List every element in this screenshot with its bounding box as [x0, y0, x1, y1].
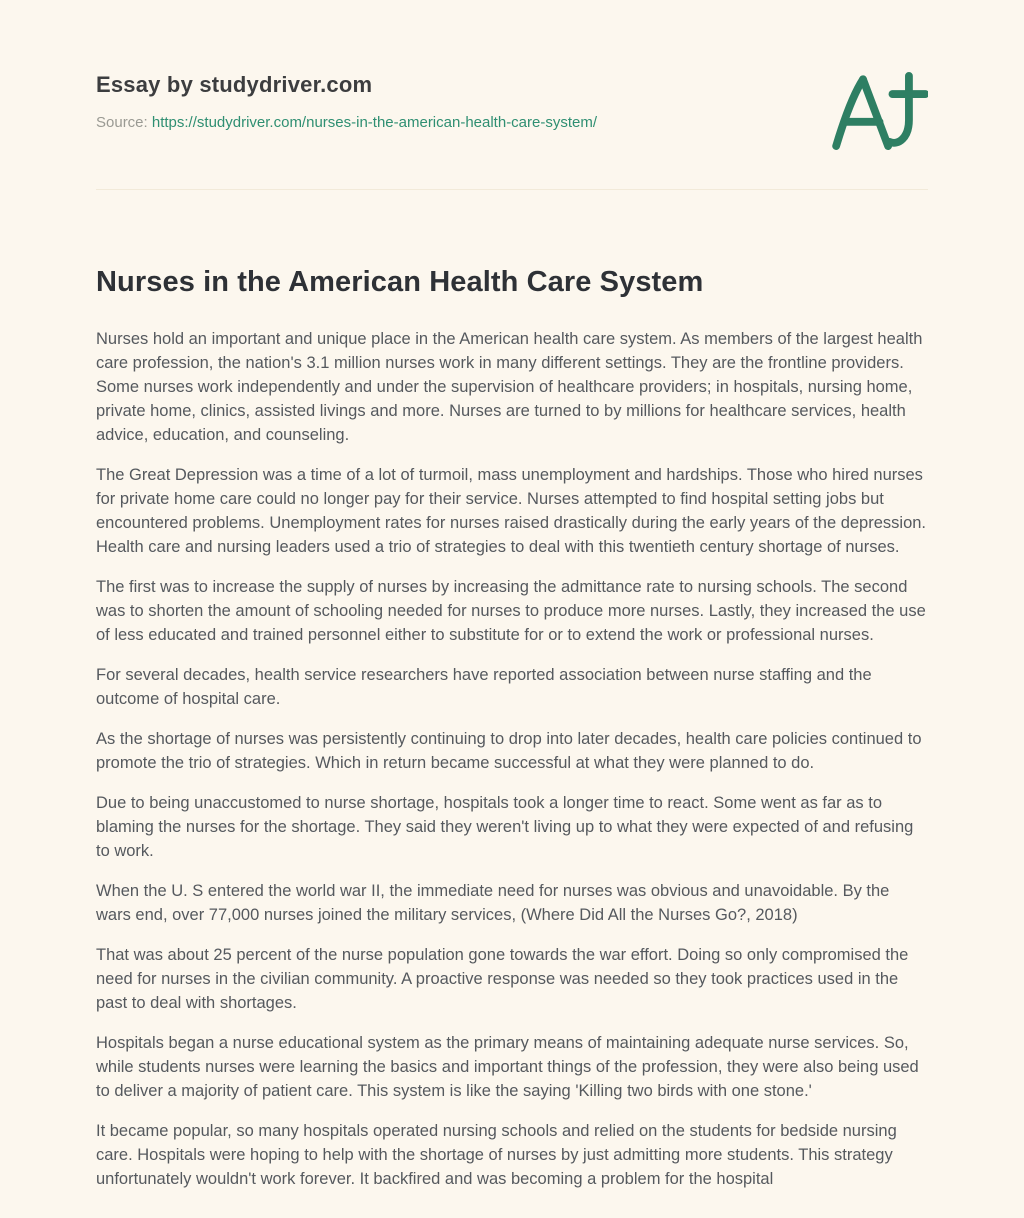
- source-link[interactable]: https://studydriver.com/nurses-in-the-american-health-care-system/: [151, 114, 598, 131]
- a-plus-logo-icon: [824, 68, 928, 160]
- essay-paragraph: As the shortage of nurses was persistently continuing to drop into later decades, health care policies continued to promote the trio of strategies. Which in return became successful at what they were planned to do.: [96, 730, 922, 772]
- essay-paragraph: Due to being unaccustomed to nurse shortage, hospitals took a longer time to react. Some went as far as to blaming the nurses for the shortage. They said they weren't living up to what they were expected of and refusing to work.: [96, 794, 914, 860]
- brand-title: Essay by studydriver.com: [96, 72, 373, 97]
- source-line: [96, 114, 597, 131]
- essay-paragraph: Hospitals began a nurse educational system as the primary means of maintaining adequate nurse services. So, while students nurses were learning the basics and important things of the profession, they were also being used to deliver a majority of patient care. This system is like the saying 'Killing two birds with one stone.': [96, 1034, 919, 1100]
- essay-paragraph: The first was to increase the supply of nurses by increasing the admittance rate to nursing schools. The second was to shorten the amount of schooling needed for nurses to produce more nurses. Lastly, they increased the use of less educated and trained personnel either to substitute for or to extend the work or professional nurses.: [96, 578, 926, 644]
- essay-paragraph: When the U. S entered the world war II, the immediate need for nurses was obvious and unavoidable. By the wars end, over 77,000 nurses joined the military services, (Where Did All the Nurses Go?, 2018): [96, 882, 890, 924]
- essay-title: Nurses in the American Health Care System: [96, 266, 704, 298]
- essay-body: [96, 327, 928, 1191]
- source-label: Source:: [96, 114, 148, 131]
- header: [96, 0, 928, 165]
- studydriver-logo: [824, 68, 928, 165]
- header-text: [96, 72, 597, 131]
- essay-paragraph: Nurses hold an important and unique place in the American health care system. As members of the largest health care profession, the nation's 3.1 million nurses work in many different settings. They are the frontline providers. Some nurses work independently and under the supervision of healthcare providers; in hospitals, nursing home, private home, clinics, assisted livings and more. Nurses are turned to by millions for healthcare services, health advice, education, and counseling.: [96, 330, 923, 444]
- essay-paragraph: That was about 25 percent of the nurse population gone towards the war effort. Doing so only compromised the need for nurses in the civilian community. A proactive response was needed so they took practices used in the past to deal with shortages.: [96, 946, 909, 1012]
- essay-paragraph: It became popular, so many hospitals operated nursing schools and relied on the students for bedside nursing care. Hospitals were hoping to help with the shortage of nurses by just admitting more students. This strategy unfortunately wouldn't work forever. It backfired and was becoming a problem for the hospital: [96, 1122, 897, 1188]
- essay-paragraph: The Great Depression was a time of a lot of turmoil, mass unemployment and hardships. Those who hired nurses for private home care could no longer pay for their service. Nurses attempted to find hospital setting jobs but encountered problems. Unemployment rates for nurses raised drastically during the early years of the depression. Health care and nursing leaders used a trio of strategies to deal with this twentieth century shortage of nurses.: [96, 466, 927, 556]
- essay: [96, 266, 928, 1191]
- header-divider: [96, 189, 928, 190]
- essay-paragraph: For several decades, health service researchers have reported association between nurse staffing and the outcome of hospital care.: [96, 666, 872, 708]
